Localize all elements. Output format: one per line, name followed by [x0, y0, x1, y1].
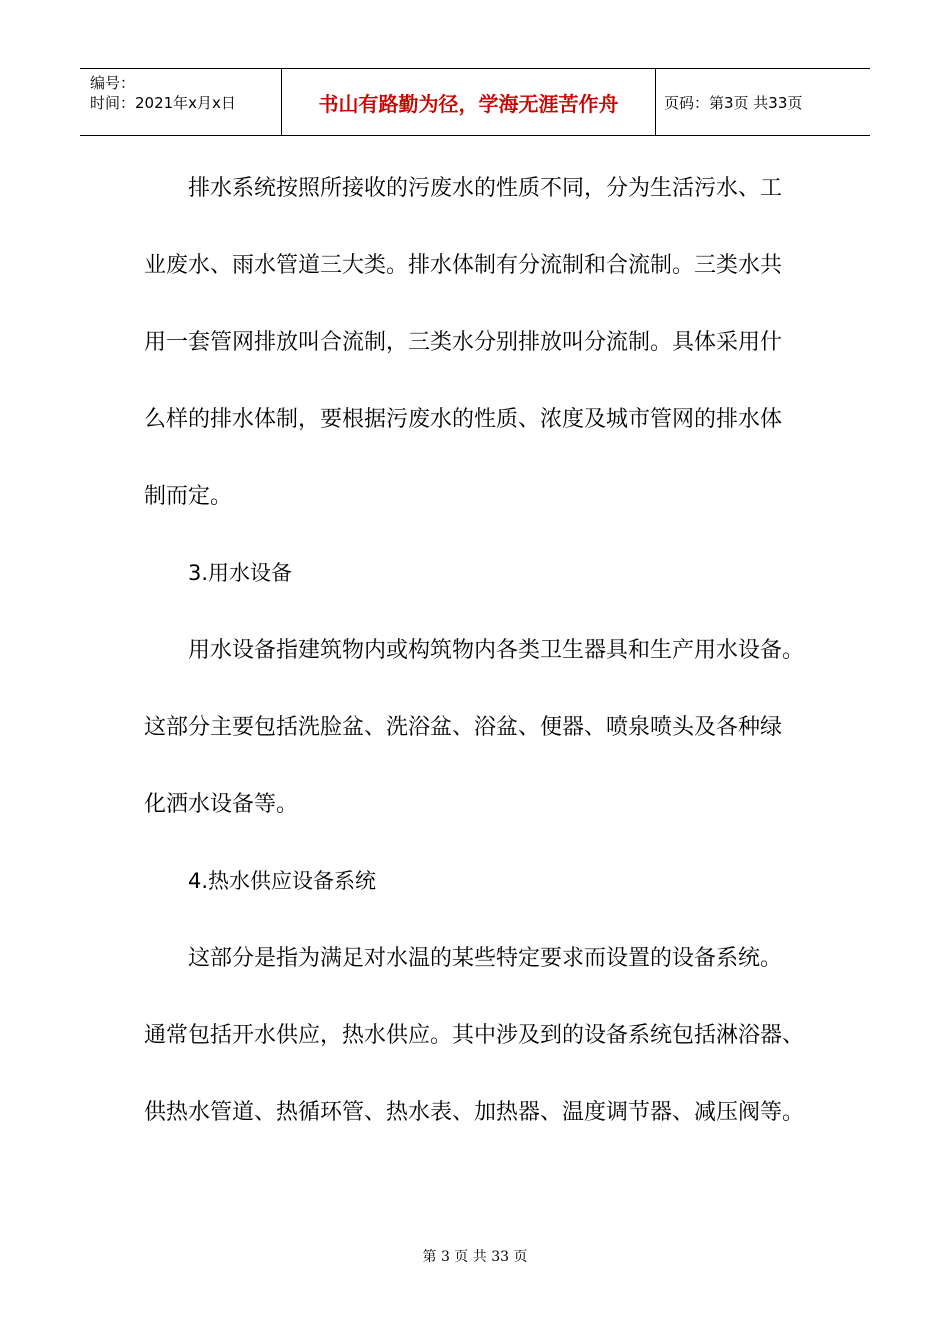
paragraph-line: 么样的排水体制，要根据污废水的性质、浓度及城市管网的排水体 — [144, 407, 783, 432]
document-time-label: 时间：2021年x月x日 — [90, 94, 236, 112]
page-footer: 第 3 页 共 33 页 — [422, 1249, 528, 1265]
paragraph-line: 用水设备指建筑物内或构筑物内各类卫生器具和生产用水设备。 — [188, 638, 805, 663]
paragraph-line: 用一套管网排放叫合流制，三类水分别排放叫分流制。具体采用什 — [144, 330, 783, 355]
paragraph-line: 化洒水设备等。 — [144, 792, 299, 817]
header-page-info: 页码：第3页 共33页 — [664, 93, 803, 112]
paragraph-line: 这部分主要包括洗脸盆、洗浴盆、浴盆、便器、喷泉喷头及各种绿 — [144, 715, 783, 740]
paragraph-line: 这部分是指为满足对水温的某些特定要求而设置的设备系统。 — [188, 946, 783, 971]
paragraph-line: 制而定。 — [144, 484, 233, 509]
section-heading: 3.用水设备 — [188, 561, 293, 585]
document-body — [144, 150, 809, 1151]
header-motto: 书山有路勤为径，学海无涯苦作舟 — [282, 69, 656, 135]
paragraph-line: 通常包括开水供应，热水供应。其中涉及到的设备系统包括淋浴器、 — [144, 1023, 805, 1048]
paragraph-line: 排水系统按照所接收的污废水的性质不同，分为生活污水、工 — [188, 176, 783, 201]
section-heading: 4.热水供应设备系统 — [188, 869, 377, 893]
header-meta — [80, 69, 282, 135]
paragraph-line: 供热水管道、热循环管、热水表、加热器、温度调节器、减压阀等。 — [144, 1100, 805, 1125]
paragraph-line: 业废水、雨水管道三大类。排水体制有分流制和合流制。三类水共 — [144, 253, 783, 278]
document-number-label: 编号： — [90, 74, 136, 92]
page-header — [80, 68, 870, 136]
